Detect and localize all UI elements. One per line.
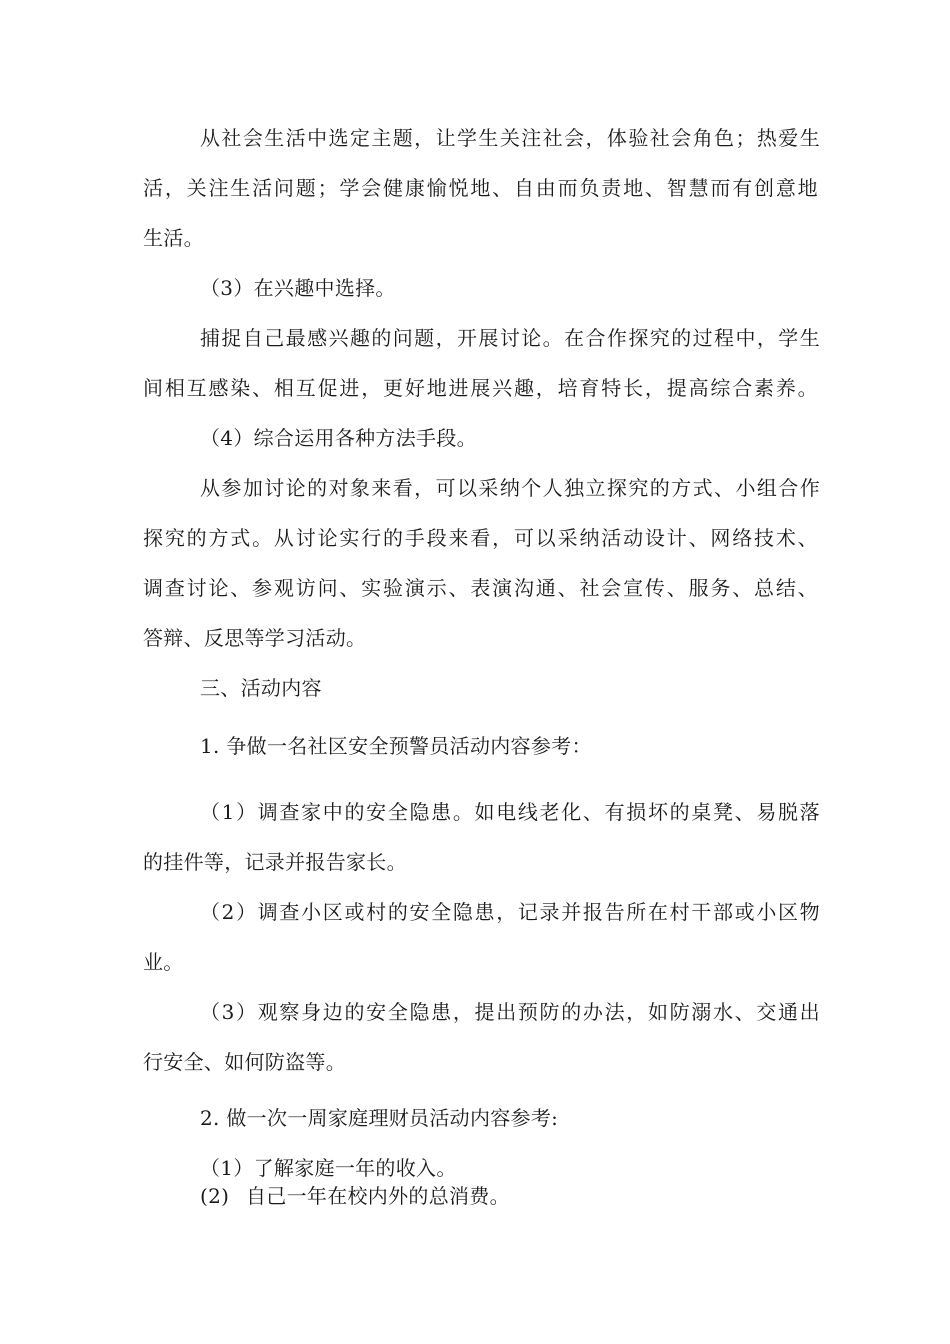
item-number: (2) [200, 1184, 230, 1208]
numbered-item [200, 1182, 875, 1210]
paragraph-line: 生活。 [143, 226, 204, 250]
paragraph-line: 探究的方式。从讨论实行的手段来看，可以采纳活动设计、网络技术、 [143, 526, 818, 550]
paragraph-line: 间相互感染、相互促进，更好地进展兴趣，培育特长，提高综合素养。 [143, 376, 818, 400]
item-heading: 2. 做一次一周家庭理财员活动内容参考: [200, 1106, 559, 1130]
paragraph-line: 捕捉自己最感兴趣的问题，开展讨论。在合作探究的过程中，学生 [200, 326, 820, 350]
paragraph-line: 行安全、如何防盗等。 [143, 1050, 346, 1074]
item-text: 自己一年在校内外的总消费。 [246, 1184, 510, 1208]
paragraph-line: 的挂件等，记录并报告家长。 [143, 850, 407, 874]
paragraph-line: 答辩、反思等学习活动。 [143, 626, 367, 650]
paragraph-line: 从社会生活中选定主题，让学生关注社会，体验社会角色；热爱生 [200, 126, 820, 150]
paragraph-line: （3）观察身边的安全隐患，提出预防的办法，如防溺水、交通出 [200, 1000, 820, 1024]
paragraph-line: 活，关注生活问题；学会健康愉悦地、自由而负责地、智慧而有创意地 [143, 176, 818, 200]
subheading: （3）在兴趣中选择。 [200, 276, 396, 300]
item-heading: 1. 争做一名社区安全预警员活动内容参考： [200, 734, 592, 758]
paragraph-line: （1）了解家庭一年的收入。 [200, 1156, 457, 1180]
paragraph-line: （2）调查小区或村的安全隐患，记录并报告所在村干部或小区物 [200, 900, 820, 924]
section-heading: 三、活动内容 [200, 676, 322, 700]
paragraph-line: 业。 [143, 950, 184, 974]
paragraph-line: 从参加讨论的对象来看，可以采纳个人独立探究的方式、小组合作 [200, 476, 820, 500]
paragraph-line: （1）调查家中的安全隐患。如电线老化、有损坏的桌凳、易脱落 [200, 800, 820, 824]
subheading: （4）综合运用各种方法手段。 [200, 426, 477, 450]
paragraph-line: 调查讨论、参观访问、实验演示、表演沟通、社会宣传、服务、总结、 [143, 576, 818, 600]
